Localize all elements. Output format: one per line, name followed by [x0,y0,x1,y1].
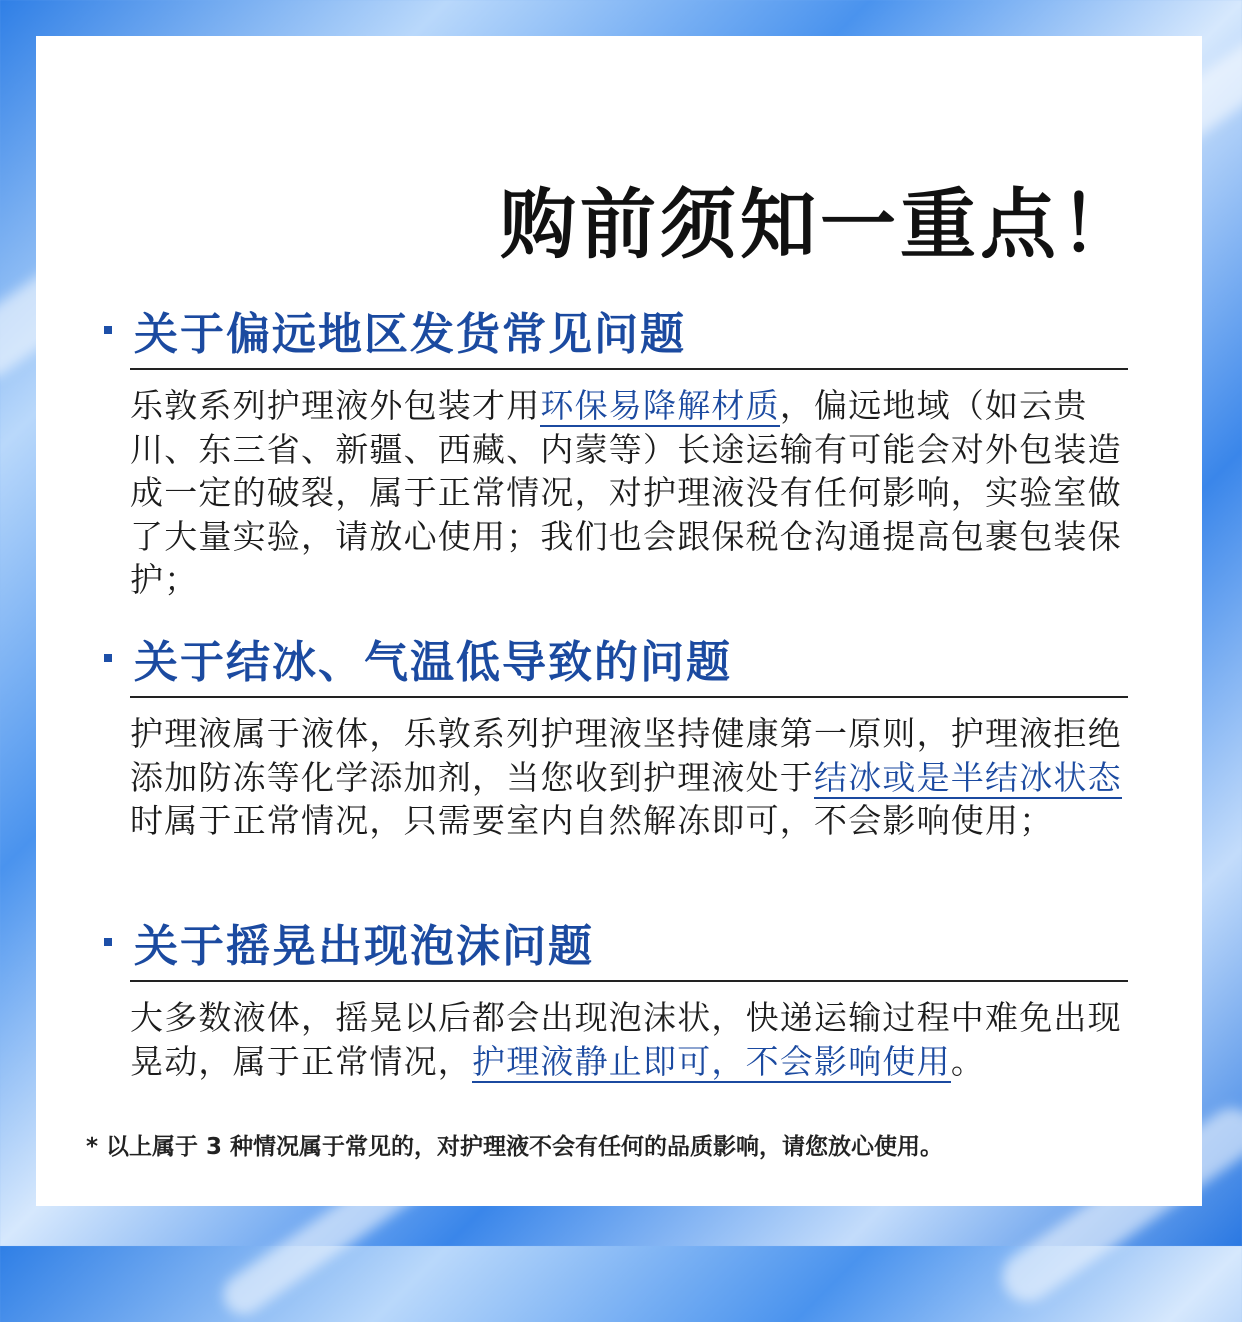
highlight-text: 环保易降解材质 [540,386,780,425]
section-freezing [100,626,1128,843]
footnote: * 以上属于 3 种情况属于常见的，对护理液不会有任何的品质影响，请您放心使用。 [86,1134,944,1160]
divider [130,368,1128,370]
section-body: 乐敦系列护理液外包装才用环保易降解材质，偏远地域（如云贵川、东三省、新疆、西藏、内蒙等）长途运输有可能会对外包装造成一定的破裂，属于正常情况，对护理液没有任何影响，实验室做了大量实验，请放心使用；我们也会跟保税仓沟通提高包裹包装保护； [130,386,1122,599]
highlight-text: 护理液静止即可，不会影响使用 [472,1041,951,1081]
section-foam [100,910,1128,1083]
section-heading: 关于摇晃出现泡沫问题 [134,921,594,972]
divider [130,980,1128,982]
highlight-text: 结冰或是半结冰状态 [814,757,1122,797]
section-remote-shipping [100,298,1128,602]
notice-card [36,36,1202,1206]
section-heading: 关于结冰、气温低导致的问题 [134,637,732,688]
section-body: 护理液属于液体，乐敦系列护理液坚持健康第一原则，护理液拒绝添加防冻等化学添加剂，当您收到护理液处于结冰或是半结冰状态时属于正常情况，只需要室内自然解冻即可，不会影响使用； [130,714,1122,840]
bullet-icon [104,938,112,946]
divider [130,696,1128,698]
bullet-icon [104,654,112,662]
bullet-icon [104,326,112,334]
page-title: 购前须知一重点！ [500,180,1140,269]
section-heading: 关于偏远地区发货常见问题 [134,309,686,360]
section-body: 大多数液体，摇晃以后都会出现泡沫状，快递运输过程中难免出现晃动，属于正常情况，护理液静止即可，不会影响使用。 [130,998,1122,1081]
